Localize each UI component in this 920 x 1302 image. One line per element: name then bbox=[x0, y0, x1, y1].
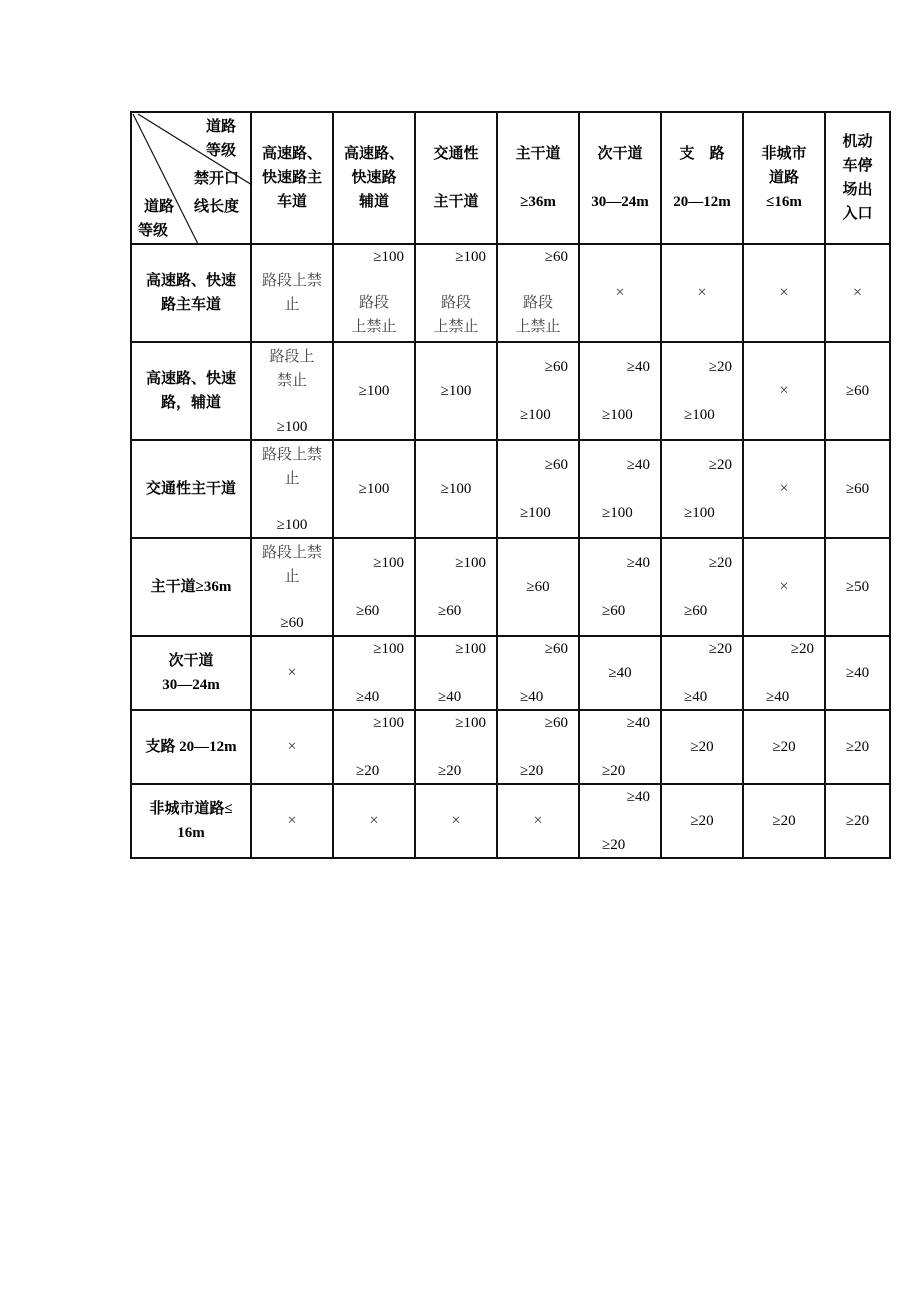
column-header bbox=[333, 112, 415, 244]
min-length-value: ≥100 bbox=[440, 383, 472, 399]
table-cell bbox=[251, 342, 333, 440]
min-length-value: ≥20 bbox=[845, 739, 870, 755]
min-length-value: ≥60 bbox=[526, 579, 550, 595]
corner-middle-line2: 线长度 bbox=[194, 199, 240, 215]
row-header bbox=[131, 244, 251, 342]
min-length-value: ≥60 bbox=[845, 481, 870, 497]
table-cell bbox=[251, 710, 333, 784]
table-cell bbox=[415, 342, 497, 440]
row-header-line: 次干道 bbox=[168, 653, 214, 669]
table-cell bbox=[333, 342, 415, 440]
note-line: 止 bbox=[284, 471, 300, 487]
row-header-line: 主干道≥36m bbox=[150, 579, 232, 595]
upper-value: ≥100 bbox=[455, 555, 486, 571]
upper-value: ≥40 bbox=[626, 555, 650, 571]
corner-top-line1: 道路 bbox=[206, 119, 237, 135]
column-header-line: 主干道 bbox=[433, 194, 479, 210]
upper-value: ≥40 bbox=[626, 715, 650, 731]
column-header-line: 交通性 bbox=[433, 146, 479, 162]
table-cell bbox=[497, 636, 579, 710]
table-cell bbox=[661, 342, 743, 440]
table-cell bbox=[661, 784, 743, 858]
value-pair bbox=[498, 711, 578, 783]
lower-value: ≥60 bbox=[356, 603, 380, 619]
row-header bbox=[131, 440, 251, 538]
row-header-line: 支路 20—12m bbox=[145, 739, 237, 755]
table-row bbox=[131, 342, 890, 440]
upper-value: ≥60 bbox=[544, 715, 568, 731]
lower-value: ≥60 bbox=[602, 603, 626, 619]
column-header-line: 次干道 bbox=[597, 146, 643, 162]
column-header bbox=[579, 112, 661, 244]
column-header-line: 机动 bbox=[842, 134, 873, 150]
lower-value: ≥20 bbox=[438, 763, 462, 779]
note-line: 上禁止 bbox=[433, 319, 479, 335]
row-header-line: 高速路、快速 bbox=[145, 273, 236, 289]
table-cell bbox=[251, 636, 333, 710]
table-cell bbox=[497, 538, 579, 636]
lower-value: ≥40 bbox=[356, 689, 380, 705]
table-cell bbox=[333, 784, 415, 858]
table-cell bbox=[497, 440, 579, 538]
lower-value: ≥100 bbox=[684, 505, 715, 521]
lower-value: ≥20 bbox=[602, 763, 626, 779]
row-header bbox=[131, 342, 251, 440]
table-cell bbox=[251, 538, 333, 636]
column-header bbox=[415, 112, 497, 244]
value-pair bbox=[662, 343, 742, 439]
table-cell bbox=[579, 244, 661, 342]
column-header-line: 车停 bbox=[842, 158, 873, 174]
value-pair bbox=[580, 711, 660, 783]
column-header-line: 辅道 bbox=[358, 194, 389, 210]
column-header-line: 30—24m bbox=[591, 194, 649, 210]
note-line: 路段 bbox=[358, 295, 389, 311]
upper-value: ≥100 bbox=[373, 715, 404, 731]
min-length-value: ≥20 bbox=[772, 813, 796, 829]
upper-value: ≥100 bbox=[373, 555, 404, 571]
corner-top-line2: 等级 bbox=[206, 143, 237, 159]
column-header bbox=[743, 112, 825, 244]
table-cell bbox=[251, 784, 333, 858]
table-cell bbox=[825, 538, 890, 636]
upper-value: ≥100 bbox=[373, 641, 404, 657]
column-header-line bbox=[580, 166, 660, 190]
not-allowed-mark: × bbox=[287, 738, 297, 755]
corner-middle-line1: 禁开口 bbox=[194, 171, 240, 187]
value-pair bbox=[580, 343, 660, 439]
table-cell bbox=[661, 244, 743, 342]
column-header-line: 20—12m bbox=[673, 194, 731, 210]
table-cell bbox=[743, 244, 825, 342]
table-cell bbox=[743, 538, 825, 636]
note-line: 止 bbox=[284, 569, 300, 585]
column-header-line: 支 路 bbox=[679, 146, 725, 162]
note-line: 路段上禁 bbox=[261, 545, 322, 561]
not-allowed-mark: × bbox=[852, 284, 863, 301]
corner-bottom-line1: 道路 bbox=[144, 199, 175, 215]
row-header-line: 路，辅道 bbox=[160, 395, 221, 411]
value-pair bbox=[580, 785, 660, 857]
table-cell bbox=[415, 538, 497, 636]
column-header-line bbox=[498, 166, 578, 190]
column-header bbox=[661, 112, 743, 244]
lower-value: ≥40 bbox=[766, 689, 790, 705]
lower-value: ≥100 bbox=[520, 407, 551, 423]
column-header bbox=[825, 112, 890, 244]
lower-value: ≥40 bbox=[520, 689, 544, 705]
min-length-value: ≥50 bbox=[845, 579, 870, 595]
min-length-value: ≥40 bbox=[608, 665, 632, 681]
lower-value: ≥60 bbox=[684, 603, 708, 619]
prohibited-note bbox=[252, 443, 332, 491]
upper-value: ≥40 bbox=[626, 359, 650, 375]
value-with-note bbox=[416, 245, 496, 341]
table-row bbox=[131, 538, 890, 636]
table-cell bbox=[743, 342, 825, 440]
value-pair bbox=[744, 637, 824, 709]
column-header-line: 高速路、 bbox=[343, 146, 404, 162]
upper-value: ≥100 bbox=[455, 249, 486, 265]
table-cell bbox=[743, 710, 825, 784]
upper-value: ≥20 bbox=[708, 555, 732, 571]
table-cell bbox=[661, 440, 743, 538]
row-header bbox=[131, 784, 251, 858]
row-header-line: 高速路、快速 bbox=[145, 371, 236, 387]
header-row bbox=[131, 112, 890, 244]
table-cell bbox=[743, 440, 825, 538]
value-pair bbox=[416, 711, 496, 783]
not-allowed-mark: × bbox=[615, 284, 625, 301]
table-cell bbox=[251, 440, 333, 538]
table-cell bbox=[333, 710, 415, 784]
not-allowed-mark: × bbox=[779, 480, 789, 497]
upper-value: ≥100 bbox=[373, 249, 404, 265]
value-pair bbox=[580, 539, 660, 635]
row-header bbox=[131, 636, 251, 710]
value-pair bbox=[498, 441, 578, 537]
table-cell bbox=[333, 440, 415, 538]
table-cell bbox=[333, 636, 415, 710]
table-cell bbox=[743, 784, 825, 858]
min-length-value: ≥20 bbox=[845, 813, 870, 829]
column-header bbox=[251, 112, 333, 244]
table-cell bbox=[661, 636, 743, 710]
not-allowed-mark: × bbox=[779, 284, 789, 301]
row-header-line: 30—24m bbox=[162, 677, 220, 693]
prohibited-note: 止 bbox=[284, 297, 300, 313]
upper-value: ≥60 bbox=[544, 359, 568, 375]
column-header-line: 高速路、 bbox=[261, 146, 322, 162]
lower-value: ≥100 bbox=[276, 419, 308, 435]
table-cell bbox=[415, 636, 497, 710]
column-header bbox=[497, 112, 579, 244]
column-header-line: 入口 bbox=[842, 206, 873, 222]
value-pair bbox=[662, 441, 742, 537]
lower-value: ≥100 bbox=[602, 505, 633, 521]
row-header-line: 路主车道 bbox=[160, 297, 221, 313]
not-allowed-mark: × bbox=[369, 812, 379, 829]
value-with-note bbox=[334, 245, 414, 341]
min-length-value: ≥20 bbox=[772, 739, 796, 755]
lower-value: ≥100 bbox=[276, 517, 308, 533]
column-header-line bbox=[416, 166, 496, 190]
table-row bbox=[131, 636, 890, 710]
prohibited-note: 路段上禁 bbox=[261, 273, 322, 289]
min-length-value: ≥100 bbox=[358, 481, 390, 497]
prohibited-note bbox=[252, 345, 332, 393]
min-length-value: ≥40 bbox=[845, 665, 870, 681]
upper-value: ≥20 bbox=[708, 641, 732, 657]
table-cell bbox=[333, 244, 415, 342]
column-header-line: 非城市 bbox=[761, 146, 807, 162]
table-cell bbox=[825, 710, 890, 784]
not-allowed-mark: × bbox=[287, 664, 297, 681]
min-length-value: ≥100 bbox=[358, 383, 390, 399]
row-header bbox=[131, 710, 251, 784]
note-with-value bbox=[252, 343, 332, 439]
column-header-line: 快速路主 bbox=[261, 170, 322, 186]
upper-value: ≥60 bbox=[544, 457, 568, 473]
upper-value: ≥40 bbox=[626, 457, 650, 473]
prohibited-note bbox=[334, 291, 414, 339]
value-pair bbox=[662, 637, 742, 709]
table-cell bbox=[579, 538, 661, 636]
prohibited-note bbox=[416, 291, 496, 339]
lower-value: ≥40 bbox=[684, 689, 708, 705]
value-pair bbox=[580, 441, 660, 537]
not-allowed-mark: × bbox=[533, 812, 543, 829]
table-cell bbox=[333, 538, 415, 636]
note-with-value bbox=[252, 539, 332, 635]
note-line: 路段上禁 bbox=[261, 447, 322, 463]
table-cell bbox=[415, 440, 497, 538]
value-with-note bbox=[498, 245, 578, 341]
lower-value: ≥40 bbox=[438, 689, 462, 705]
not-allowed-mark: × bbox=[779, 578, 789, 595]
value-pair bbox=[498, 343, 578, 439]
column-header-line: 道路 bbox=[768, 170, 799, 186]
lower-value: ≥60 bbox=[280, 615, 304, 631]
column-header-line: 车道 bbox=[276, 194, 307, 210]
table-cell bbox=[825, 440, 890, 538]
prohibited-note bbox=[498, 291, 578, 339]
row-header-line: 非城市道路≤ bbox=[149, 801, 233, 817]
upper-value: ≥100 bbox=[455, 641, 486, 657]
table-cell bbox=[825, 342, 890, 440]
table-row bbox=[131, 710, 890, 784]
table-cell bbox=[251, 244, 333, 342]
table-cell bbox=[579, 342, 661, 440]
column-header-line: 主干道 bbox=[515, 146, 561, 162]
note-line: 路段上 bbox=[269, 349, 315, 365]
row-header-line: 16m bbox=[177, 825, 205, 841]
not-allowed-mark: × bbox=[779, 382, 789, 399]
table-cell bbox=[497, 710, 579, 784]
upper-value: ≥20 bbox=[790, 641, 814, 657]
value-pair bbox=[498, 637, 578, 709]
not-allowed-mark: × bbox=[451, 812, 461, 829]
min-length-value: ≥60 bbox=[845, 383, 870, 399]
road-opening-length-table bbox=[130, 111, 891, 859]
lower-value: ≥20 bbox=[356, 763, 380, 779]
lower-value: ≥20 bbox=[602, 837, 626, 853]
lower-value: ≥60 bbox=[438, 603, 462, 619]
note-line: 禁止 bbox=[276, 373, 307, 389]
min-length-value: ≥20 bbox=[690, 813, 714, 829]
value-pair bbox=[334, 637, 414, 709]
table-cell bbox=[579, 440, 661, 538]
value-pair bbox=[416, 539, 496, 635]
table-cell bbox=[497, 342, 579, 440]
row-header bbox=[131, 538, 251, 636]
upper-value: ≥60 bbox=[544, 641, 568, 657]
table-cell bbox=[497, 784, 579, 858]
table-cell bbox=[415, 710, 497, 784]
table-cell bbox=[743, 636, 825, 710]
lower-value: ≥20 bbox=[520, 763, 544, 779]
table-cell bbox=[825, 244, 890, 342]
table-row bbox=[131, 440, 890, 538]
value-pair bbox=[334, 711, 414, 783]
corner-header-cell bbox=[131, 112, 251, 244]
upper-value: ≥100 bbox=[455, 715, 486, 731]
table-cell bbox=[579, 636, 661, 710]
value-pair bbox=[662, 539, 742, 635]
note-line: 上禁止 bbox=[515, 319, 561, 335]
lower-value: ≥100 bbox=[602, 407, 633, 423]
table-cell bbox=[579, 784, 661, 858]
note-line: 路段 bbox=[440, 295, 471, 311]
table-row bbox=[131, 244, 890, 342]
upper-value: ≥20 bbox=[708, 457, 732, 473]
column-header-line: 场出 bbox=[842, 182, 873, 198]
column-header-line: ≤16m bbox=[766, 194, 802, 210]
row-header-line: 交通性主干道 bbox=[145, 481, 236, 497]
table-cell bbox=[579, 710, 661, 784]
prohibited-note bbox=[252, 541, 332, 589]
note-line: 上禁止 bbox=[351, 319, 397, 335]
column-header-line: 快速路 bbox=[351, 170, 397, 186]
table-cell bbox=[415, 784, 497, 858]
value-pair bbox=[416, 637, 496, 709]
table-cell bbox=[825, 784, 890, 858]
table-cell bbox=[661, 710, 743, 784]
table-row bbox=[131, 784, 890, 858]
upper-value: ≥60 bbox=[544, 249, 568, 265]
lower-value: ≥100 bbox=[520, 505, 551, 521]
note-with-value bbox=[252, 441, 332, 537]
table-cell bbox=[497, 244, 579, 342]
upper-value: ≥20 bbox=[708, 359, 732, 375]
not-allowed-mark: × bbox=[287, 812, 297, 829]
column-header-line bbox=[662, 166, 742, 190]
table-cell bbox=[825, 636, 890, 710]
value-pair bbox=[334, 539, 414, 635]
lower-value: ≥100 bbox=[684, 407, 715, 423]
corner-bottom-line2: 等级 bbox=[138, 223, 169, 239]
note-line: 路段 bbox=[522, 295, 553, 311]
not-allowed-mark: × bbox=[697, 284, 707, 301]
min-length-value: ≥100 bbox=[440, 481, 472, 497]
table-cell bbox=[661, 538, 743, 636]
column-header-line: ≥36m bbox=[520, 194, 556, 210]
min-length-value: ≥20 bbox=[690, 739, 714, 755]
upper-value: ≥40 bbox=[626, 789, 650, 805]
table-cell bbox=[415, 244, 497, 342]
